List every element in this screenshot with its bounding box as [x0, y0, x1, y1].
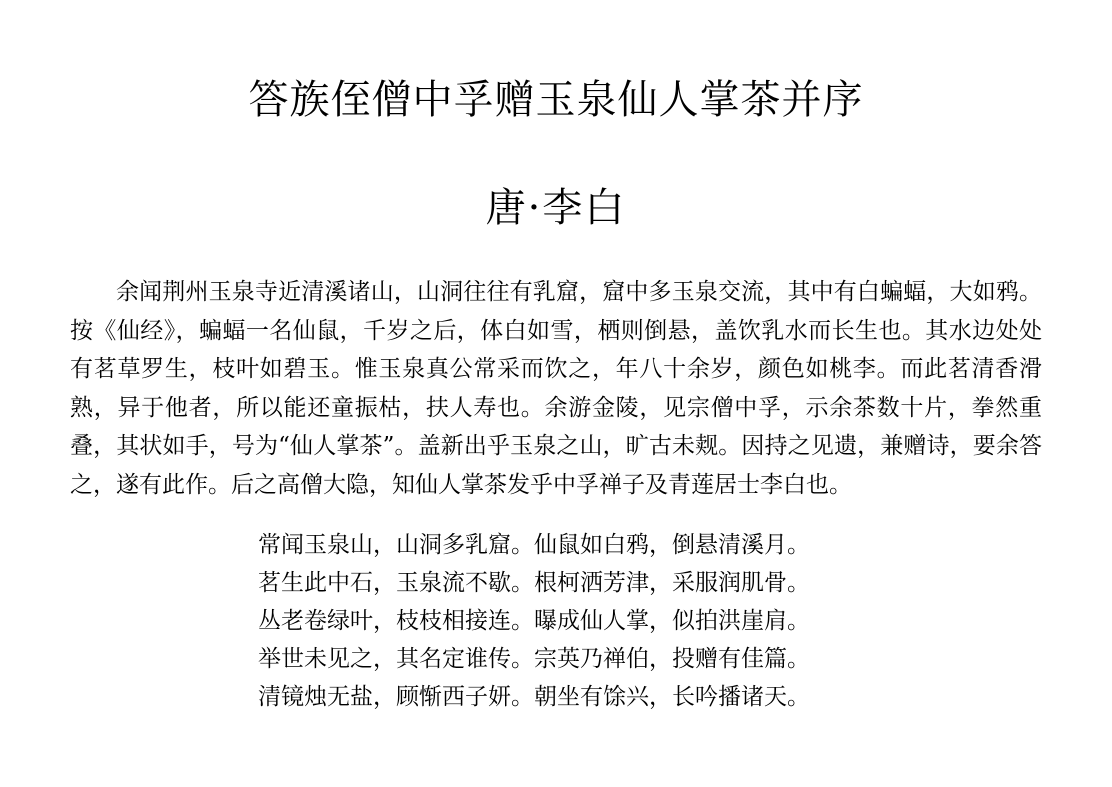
- poem-author: 唐·李白: [485, 185, 627, 231]
- poem-body: [258, 526, 898, 716]
- preface-paragraph: 余闻荆州玉泉寺近清溪诸山，山洞往往有乳窟，窟中多玉泉交流，其中有白蝙蝠，大如鸦。按《仙经》，蝙蝠一名仙鼠，千岁之后，体白如雪，栖则倒悬，盖饮乳水而长生也。其水边处处有茗草罗生，枝叶如碧玉。惟玉泉真公常采而饮之，年八十余岁，颜色如桃李。而此茗清香滑熟，异于他者，所以能还童振枯，扶人寿也。余游金陵，见宗僧中孚，示余茶数十片，拳然重叠，其状如手，号为“仙人掌茶”。盖新出乎玉泉之山，旷古未觌。因持之见遗，兼赠诗，要余答之，遂有此作。后之高僧大隐，知仙人掌茶发乎中孚禅子及青莲居士李白也。: [70, 279, 1042, 498]
- poem-line: 清镜烛无盐，顾惭西子妍。朝坐有馀兴，长吟播诸天。: [258, 684, 810, 710]
- poem-line: 常闻玉泉山，山洞多乳窟。仙鼠如白鸦，倒悬清溪月。: [258, 532, 810, 558]
- poem-line: 丛老卷绿叶，枝枝相接连。曝成仙人掌，似拍洪崖肩。: [258, 608, 810, 634]
- poem-line: 茗生此中石，玉泉流不歇。根柯洒芳津，采服润肌骨。: [258, 570, 810, 596]
- poem-title: 答族侄僧中孚赠玉泉仙人掌茶并序: [248, 77, 864, 123]
- poem-line: 举世未见之，其名定谁传。宗英乃禅伯，投赠有佳篇。: [258, 646, 810, 672]
